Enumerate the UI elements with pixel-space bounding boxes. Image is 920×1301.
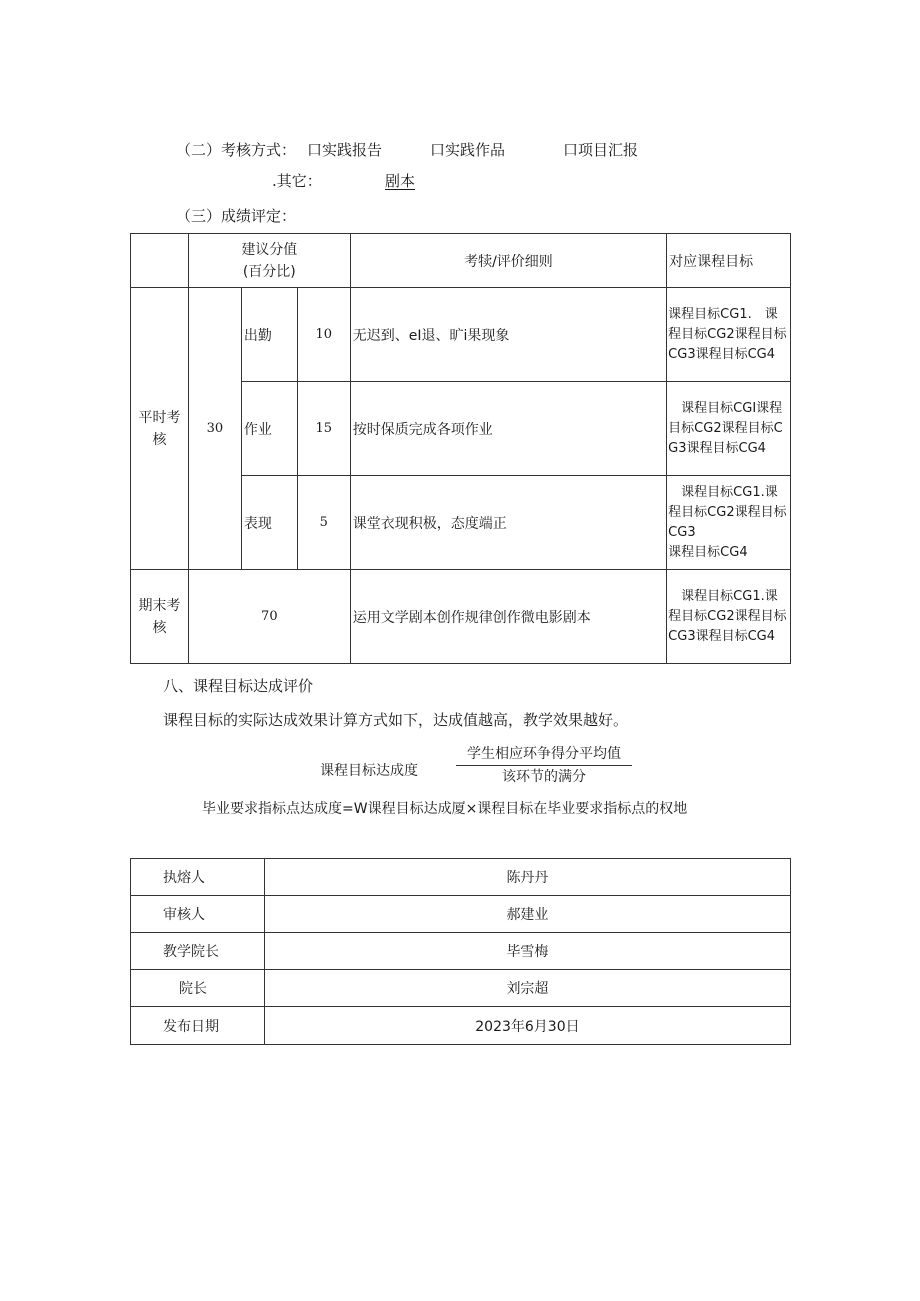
criteria-performance: 课堂衣现积极，态度端正 xyxy=(350,476,666,570)
signoff-label: 执熔人 xyxy=(131,859,265,896)
table-row xyxy=(131,933,791,970)
final-targets: 课程目标CG1.课程目标CG2课程目标CG3课程目标CG4 xyxy=(667,570,791,664)
targets-attendance: 课程目标CG1. 课程目标CG2课程目标CG3课程目标CG4 xyxy=(667,288,791,382)
formula2: 毕业要求指标点达成度=W课程目标达成厦×课程目标在毕业要求指标点的权地 xyxy=(202,801,688,817)
signoff-label: 教学院长 xyxy=(131,933,265,970)
option-project-report[interactable]: 口项目汇报 xyxy=(563,141,639,159)
option-practice-work[interactable]: 口实践作品 xyxy=(430,141,506,159)
signoff-label: 院长 xyxy=(131,970,265,1007)
table-row xyxy=(131,288,791,382)
formula1-numerator: 学生相应环争得分平均值 xyxy=(467,746,621,762)
header-weight-line2: (百分比) xyxy=(242,263,296,280)
section8-heading: 八、课程目标达成评价 xyxy=(163,677,314,695)
header-weight-line1: 建议分值 xyxy=(241,241,298,258)
signoff-label: 发布日期 xyxy=(131,1007,265,1045)
signoff-value: 毕雪梅 xyxy=(264,933,790,970)
assessment-method-label: （二）考核方式： xyxy=(176,141,297,159)
criteria-homework: 按时保质完成各项作业 xyxy=(350,382,666,476)
signoff-table xyxy=(130,858,791,1045)
grading-table xyxy=(130,233,791,664)
other-label: .其它： xyxy=(272,172,322,190)
targets-performance: 课程目标CG1.课程目标CG2课程目标CG3 课程目标CG4 xyxy=(667,476,791,570)
item-homework: 作业 xyxy=(241,382,297,476)
item-attendance: 出勤 xyxy=(241,288,297,382)
regular-category: 平时考核 xyxy=(131,288,189,570)
final-criteria: 运用文学剧本创作规律创作微电影剧本 xyxy=(350,570,666,664)
regular-weight: 30 xyxy=(188,288,241,570)
table-row xyxy=(131,570,791,664)
criteria-attendance: 无迟到、eI退、旷i果现象 xyxy=(350,288,666,382)
header-criteria: 考犊/评价细则 xyxy=(350,234,666,288)
item-performance: 表现 xyxy=(241,476,297,570)
score-performance: 5 xyxy=(297,476,350,570)
score-homework: 15 xyxy=(297,382,350,476)
table-row xyxy=(131,970,791,1007)
final-weight: 70 xyxy=(188,570,350,664)
grading-heading: （三）成绩评定： xyxy=(176,207,297,225)
signoff-label: 审核人 xyxy=(131,896,265,933)
signoff-value: 2023年6月30日 xyxy=(264,1007,790,1045)
targets-homework: 课程目标CGI课程目标CG2课程目标CG3课程目标CG4 xyxy=(667,382,791,476)
table-row xyxy=(131,859,791,896)
formula1-left: 课程目标达成度 xyxy=(320,763,418,779)
signoff-value: 郝建业 xyxy=(264,896,790,933)
header-empty-cell xyxy=(131,234,189,288)
header-target: 对应课程目标 xyxy=(667,234,791,288)
final-category: 期末考核 xyxy=(131,570,189,664)
formula1-fraction xyxy=(452,744,636,788)
section8-intro: 课程目标的实际达成效果计算方式如下，达成值越高，教学效果越好。 xyxy=(163,711,629,729)
signoff-value: 刘宗超 xyxy=(264,970,790,1007)
table-header-row xyxy=(131,234,791,288)
header-weight xyxy=(188,234,350,288)
signoff-value: 陈丹丹 xyxy=(264,859,790,896)
formula1-denominator: 该环节的满分 xyxy=(502,769,586,785)
table-row xyxy=(131,896,791,933)
other-value: 剧本 xyxy=(385,172,416,190)
option-practice-report[interactable]: 口实践报告 xyxy=(307,141,383,159)
table-row xyxy=(131,1007,791,1045)
score-attendance: 10 xyxy=(297,288,350,382)
